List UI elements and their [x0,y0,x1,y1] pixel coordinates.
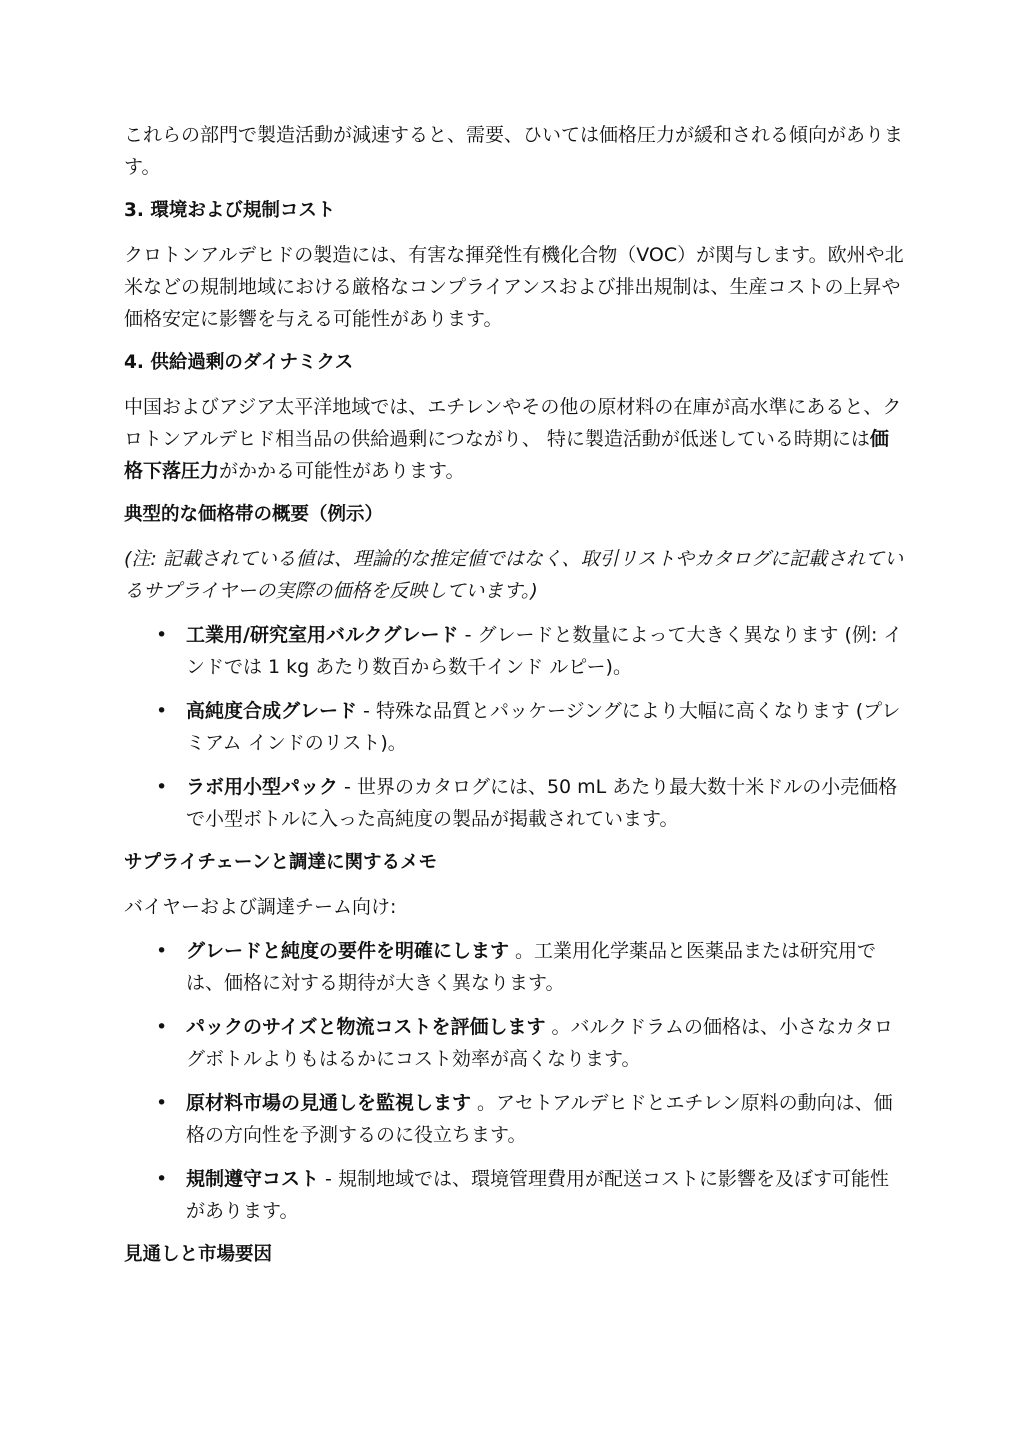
list-item [124,619,904,683]
list-item-title: 規制遵守コスト [186,1168,320,1190]
document-body [124,119,904,1283]
list-item-title: ラボ用小型パック [186,776,339,798]
list-item [124,695,904,759]
list-item-text: 。工業用化学薬品と医薬品または研究用では、価格に対する期待が大きく異なります。 [186,940,877,994]
bullet-icon: • [156,776,168,798]
price-band-list [124,619,904,835]
supply-chain-intro: バイヤーおよび調達チーム向け: [124,896,397,918]
list-item-text: - 規制地域では、環境管理費用が配送コストに影響を及ぼす可能性があります。 [186,1168,889,1222]
list-item-title: パックのサイズと物流コストを評価します [186,1016,546,1038]
bullet-icon: • [156,1016,168,1038]
list-item [124,935,904,999]
oversupply-paragraph [124,391,904,487]
list-item-text: 。アセトアルデヒドとエチレン原料の動向は、価格の方向性を予測するのに役立ちます。 [186,1092,893,1146]
price-note: (注: 記載されている値は、理論的な推定値ではなく、取引リストやカタログに記載されているサプライヤーの実際の価格を反映しています。) [124,548,904,602]
list-item-title: 原材料市場の見通しを監視します [186,1092,472,1114]
section-heading-outlook: 見通しと市場要因 [124,1244,273,1265]
bullet-icon: • [156,940,168,962]
intro-paragraph: これらの部門で製造活動が減速すると、需要、ひいては価格圧力が緩和される傾向があります。 [124,124,904,178]
oversupply-text-after: がかかる可能性があります。 [219,460,465,482]
list-item-title: 工業用/研究室用バルクグレード [186,624,459,646]
bullet-icon: • [156,700,168,722]
section-heading-price-bands: 典型的な価格帯の概要（例示） [124,504,384,525]
bullet-icon: • [156,1092,168,1114]
list-item [124,1011,904,1075]
list-item [124,1163,904,1227]
section-heading-supply-chain: サプライチェーンと調達に関するメモ [124,852,438,873]
section-heading-environment: 3. 環境および規制コスト [124,200,336,221]
oversupply-text-before: 中国およびアジア太平洋地域では、エチレンやその他の原材料の在庫が高水準にあると、クロトンアルデヒド相当品の供給過剰につながり、 特に製造活動が低迷している時期には [124,396,902,450]
list-item-title: グレードと純度の要件を明確にします [186,940,510,962]
list-item-title: 高純度合成グレード [186,700,358,722]
bullet-icon: • [156,624,168,646]
list-item [124,1087,904,1151]
environment-paragraph: クロトンアルデヒドの製造には、有害な揮発性有機化合物（VOC）が関与します。欧州や北米などの規制地域における厳格なコンプライアンスおよび排出規制は、生産コストの上昇や価格安定に影響を与える可能性があります。 [124,244,904,330]
list-item-text: 。バルクドラムの価格は、小さなカタログボトルよりもはるかにコスト効率が高くなります。 [186,1016,893,1070]
supply-chain-list [124,935,904,1227]
oversupply-emphasis: 価格下落圧力 [124,428,889,482]
section-heading-oversupply: 4. 供給過剰のダイナミクス [124,352,354,373]
list-item-text: - グレードと数量によって大きく異なります (例: インドでは 1 kg あたり数百から数千インド ルピー)。 [186,624,903,678]
list-item-text: - 世界のカタログには、50 mL あたり最大数十米ドルの小売価格で小型ボトルに入った高純度の製品が掲載されています。 [186,776,898,830]
list-item-text: - 特殊な品質とパッケージングにより大幅に高くなります (プレミアム インドのリスト)。 [186,700,901,754]
bullet-icon: • [156,1168,168,1190]
list-item [124,771,904,835]
